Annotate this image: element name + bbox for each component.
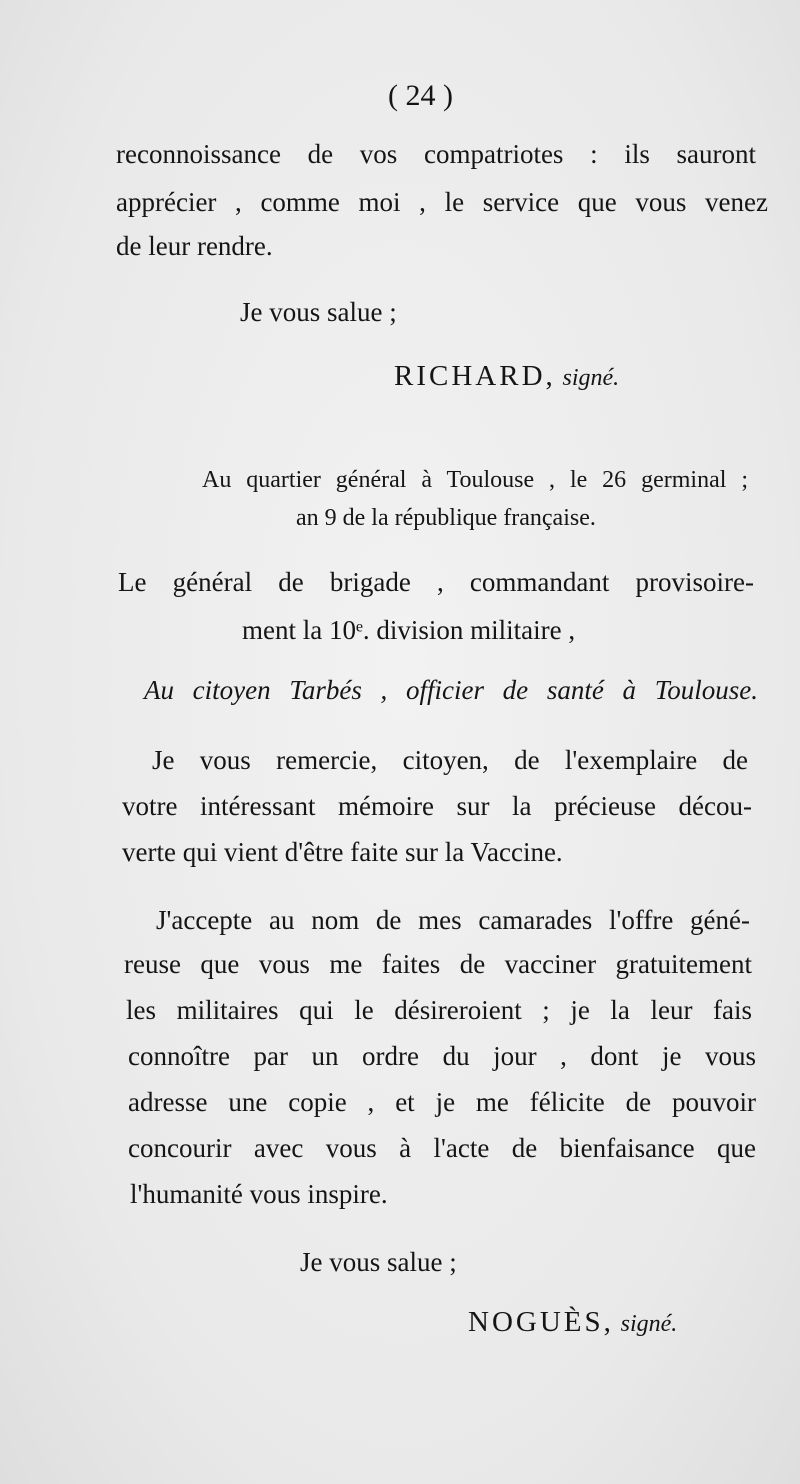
body-line: verte qui vient d'être faite sur la Vaccine. <box>122 837 563 867</box>
addressee: Au citoyen Tarbés , officier de santé à Toulouse. <box>144 675 758 705</box>
signature-name: NOGUÈS, <box>468 1306 614 1338</box>
dateline: Au quartier général à Toulouse , le 26 germinal ; <box>202 467 748 493</box>
body-line: connoître par un ordre du jour , dont je vous <box>128 1041 756 1071</box>
signature <box>394 358 619 396</box>
body-line: apprécier , comme moi , le service que vous venez <box>116 187 768 217</box>
page-number: ( 24 ) <box>388 79 453 112</box>
signature <box>468 1304 677 1342</box>
body-line: de leur rendre. <box>116 231 273 261</box>
body-line: J'accepte au nom de mes camarades l'offre géné- <box>156 905 750 935</box>
body-line: adresse une copie , et je me félicite de pouvoir <box>128 1087 756 1117</box>
signature-name: RICHARD, <box>394 360 556 392</box>
dateline: an 9 de la république française. <box>296 505 596 531</box>
signature-suffix: signé. <box>620 1311 678 1337</box>
sender-line: ment la 10ᵉ. division militaire , <box>242 615 576 645</box>
body-line: votre intéressant mémoire sur la précieuse décou- <box>122 791 752 821</box>
body-line: les militaires qui le désireroient ; je la leur fais <box>126 995 752 1025</box>
body-line: Je vous remercie, citoyen, de l'exemplaire de <box>152 745 748 775</box>
body-line: l'humanité vous inspire. <box>130 1179 388 1209</box>
salutation: Je vous salue ; <box>240 297 397 327</box>
signature-suffix: signé. <box>562 365 620 391</box>
salutation: Je vous salue ; <box>300 1247 457 1277</box>
sender-line: Le général de brigade , commandant provisoire- <box>118 567 754 597</box>
body-line: reuse que vous me faites de vacciner gratuitement <box>124 949 752 979</box>
body-line: concourir avec vous à l'acte de bienfaisance que <box>128 1133 756 1163</box>
body-line: reconnoissance de vos compatriotes : ils sauront <box>116 139 756 169</box>
